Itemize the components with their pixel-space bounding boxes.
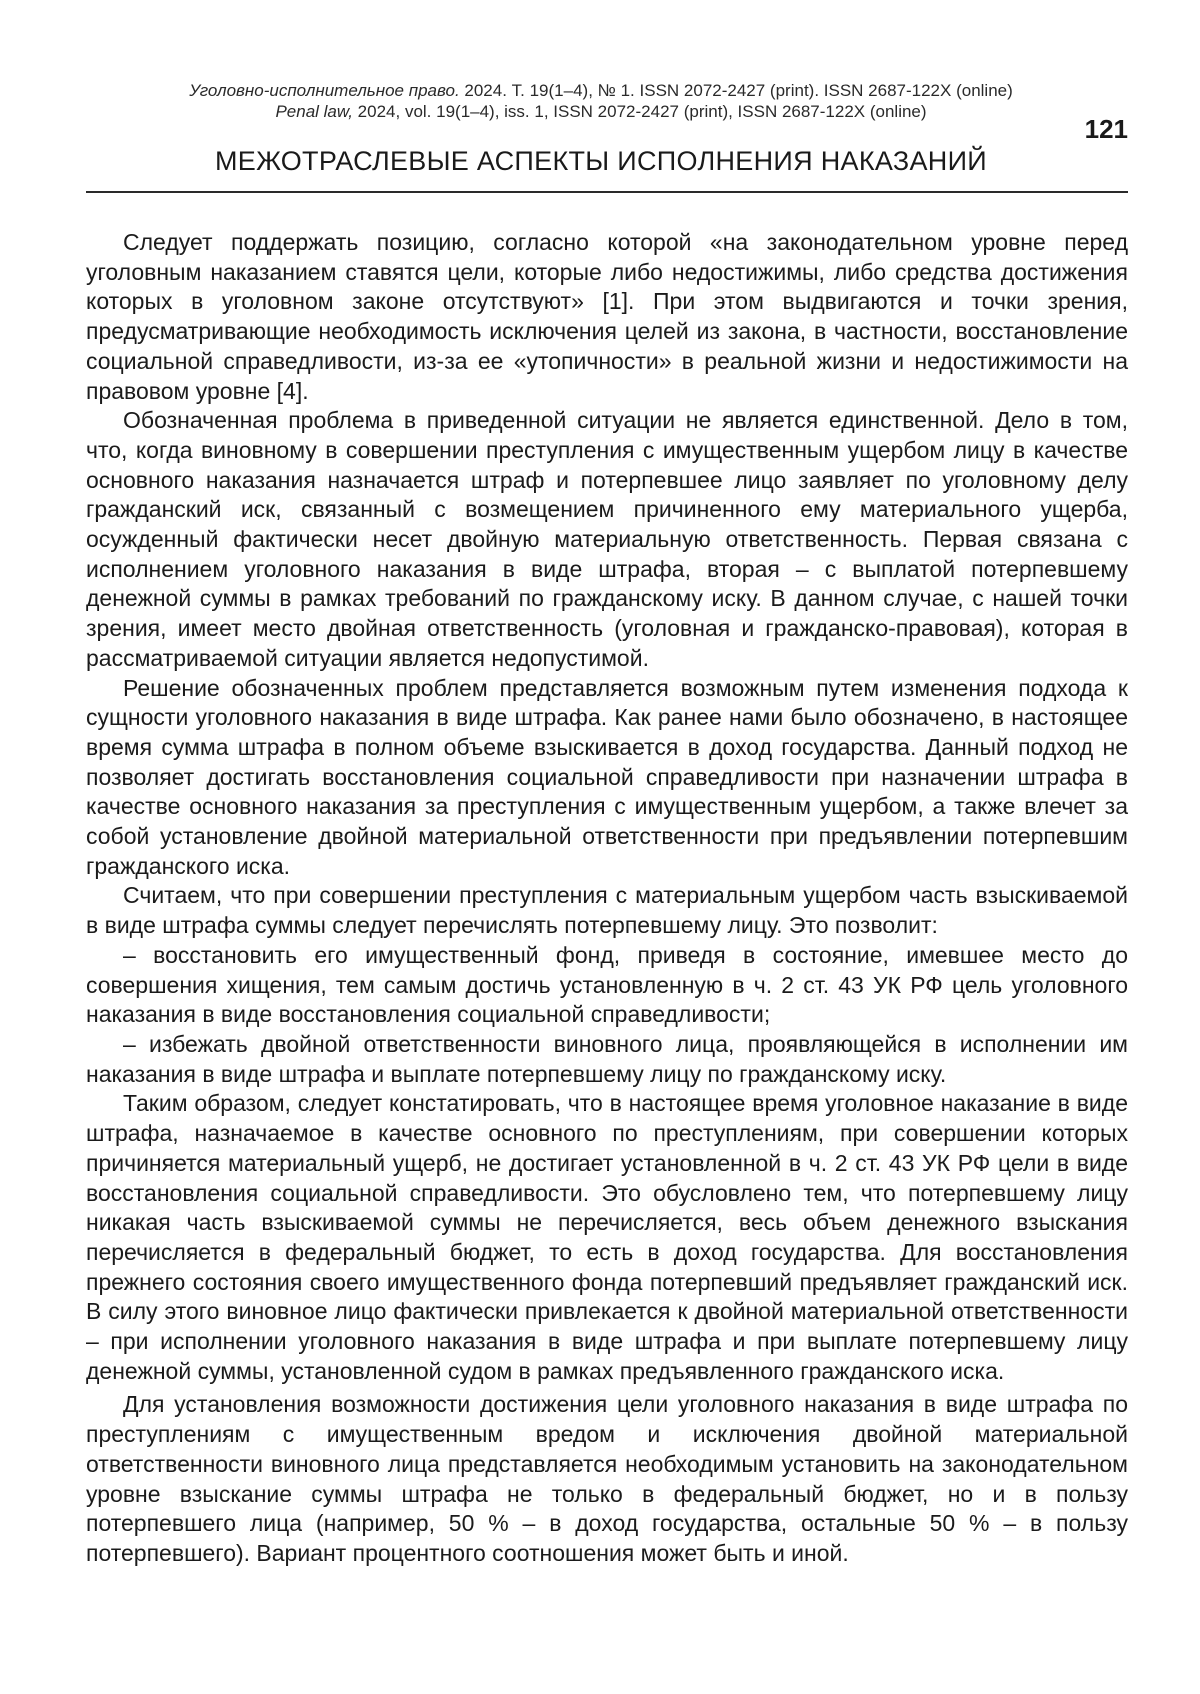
journal-issue-en: 2024, vol. 19(1–4), iss. 1, ISSN 2072-2427 (print), ISSN 2687-122X (online) — [352, 102, 927, 121]
paragraph: Решение обозначенных проблем представляется возможным путем изменения подхода к сущности уголовного наказания в виде штрафа. Как ранее нами было обозначено, в настоящее время сумма штрафа в полном объеме взыскивается в доход государства. Данный подход не позволяет достигать восстановления социальной справедливости при назначении штрафа в качестве основного наказания за преступления с имущественным ущербом, а также влечет за собой установление двойной материальной ответственности при предъявлении потерпевшим гражданского иска. — [86, 674, 1128, 879]
section-title: МЕЖОТРАСЛЕВЫЕ АСПЕКТЫ ИСПОЛНЕНИЯ НАКАЗАНИЙ — [215, 146, 987, 176]
list-item: – избежать двойной ответственности виновного лица, проявляющейся в исполнении им наказания в виде штрафа и выплате потерпевшему лицу по гражданскому иску. — [86, 1030, 1128, 1087]
running-header — [86, 80, 1116, 122]
journal-issue-ru: 2024. Т. 19(1–4), № 1. ISSN 2072-2427 (print). ISSN 2687-122X (online) — [459, 81, 1013, 100]
page-number: 121 — [1084, 114, 1128, 144]
paragraph: Следует поддержать позицию, согласно которой «на законодательном уровне перед уголовным наказанием ставятся цели, которые либо недостижимы, либо средства достижения которых в уголовном законе отсутствуют» [1]. При этом выдвигаются и точки зрения, предусматривающие необходимость исключения целей из закона, в частности, восстановление социальной справедливости, из-за ее «утопичности» в реальной жизни и недостижимости на правовом уровне [4]. — [86, 229, 1128, 404]
paragraph: Таким образом, следует констатировать, что в настоящее время уголовное наказание в виде штрафа, назначаемое в качестве основного по преступлениям, при совершении которых причиняется материальный ущерб, не достигает установленной в ч. 2 ст. 43 УК РФ цели в виде восстановления социальной справедливости. Это обусловлено тем, что потерпевшему лицу никакая часть взыскиваемой суммы не перечисляется, весь объем денежного взыскания перечисляется в федеральный бюджет, то есть в доход государства. Для восстановления прежнего состояния своего имущественного фонда потерпевший предъявляет гражданский иск. В силу этого виновное лицо фактически привлекается к двойной материальной ответственности – при исполнении уголовного наказания в виде штрафа и при выплате потерпевшему лицу денежной суммы, установленной судом в рамках предъявленного гражданского иска. — [86, 1090, 1128, 1384]
journal-citation-en — [86, 101, 1116, 122]
paragraph: Для установления возможности достижения цели уголовного наказания в виде штрафа по преступлениям с имущественным вредом и исключения двойной материальной ответственности виновного лица представляется необходимым установить на законодательном уровне взыскание суммы штрафа не только в федеральный бюджет, но и в пользу потерпевшего лица (например, 50 % – в доход государства, остальные 50 % – в пользу потерпевшего). Вариант процентного соотношения может быть и иной. — [86, 1391, 1128, 1566]
paragraph: Считаем, что при совершении преступления с материальным ущербом часть взыскиваемой в виде штрафа суммы следует перечислять потерпевшему лицу. Это позволит: — [86, 882, 1128, 939]
journal-name-ru: Уголовно-исполнительное право. — [189, 81, 460, 100]
journal-name-en: Penal law, — [275, 102, 353, 121]
journal-citation-ru — [86, 80, 1116, 101]
list-item: – восстановить его имущественный фонд, приведя в состояние, имевшее место до совершения хищения, тем самым достичь установленную в ч. 2 ст. 43 УК РФ цель уголовного наказания в виде восстановления социальной справедливости; — [86, 941, 1128, 1028]
article-body — [86, 228, 1128, 1569]
header-divider — [86, 191, 1128, 193]
paragraph: Обозначенная проблема в приведенной ситуации не является единственной. Дело в том, что, когда виновному в совершении преступления с имущественным ущербом лицу в качестве основного наказания назначается штраф и потерпевшее лицо заявляет по уголовному делу гражданский иск, связанный с возмещением причиненного ему материального ущерба, осужденный фактически несет двойную материальную ответственность. Первая связана с исполнением уголовного наказания в виде штрафа, вторая – с выплатой потерпевшему денежной суммы в рамках требований по гражданскому иску. В данном случае, с нашей точки зрения, имеет место двойная ответственность (уголовная и гражданско-правовая), которая в рассматриваемой ситуации является недопустимой. — [86, 407, 1128, 671]
